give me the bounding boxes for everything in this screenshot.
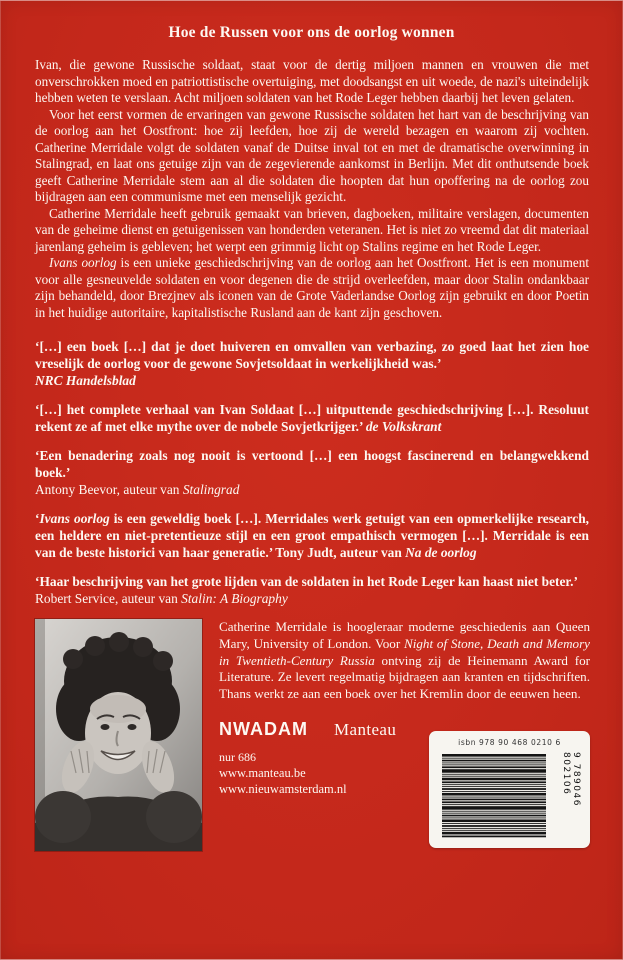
press-quote: ‘[…] het complete verhaal van Ivan Soldaat […] uitputtende geschiedschrijving […]. Resoluut rekent ze af met elke mythe over de nobele Sovjetkrijger.’ de Volkskrant — [35, 402, 589, 434]
press-quote: ‘Haar beschrijving van het grote lijden van de soldaten in het Rode Leger kan haast niet beter.’ Robert Service, auteur van Stalin: A Biography — [35, 574, 578, 606]
publisher-url-nieuwamsterdam: www.nieuwamsterdam.nl — [219, 781, 347, 796]
press-quote: ‘Ivans oorlog is een geweldig boek […]. Merridales werk getuigt van een opmerkelijke research, een heldere en niet-pretentieuze stijl en een groot empathisch vermogen […]. Merridale is een van de beste historici van haar generatie.’ Tony Judt, auteur van Na de oorlog — [35, 511, 589, 560]
body-paragraph: Voor het eerst vormen de ervaringen van gewone Russische soldaten het hart van de beschrijving van de oorlog aan het Oostfront: hoe zij leefden, hoe zij de wereld bezagen en waarom zij vochten. Catherine Merridale volgt de soldaten vanaf de Duitse inval tot en met de dramatische overwinning in Stalingrad, en laat ons getuige zijn van de zegevierende aankomst in Berlijn. Met dit onthutsende boek geeft Catherine Merridale stem aan al die soldaten die hoopten dat hun opoffering na de oorlog zou bijdragen aan een communisme met een menselijk gezicht. — [35, 106, 589, 204]
press-quotes-block — [35, 338, 589, 607]
press-quote: ‘Een benadering zoals nog nooit is vertoond […] een hoogst fascinerend en belangwekkend boek.’ Antony Beevor, auteur van Stalingrad — [35, 448, 589, 497]
isbn-text: isbn 978 90 468 0210 6 — [458, 738, 561, 747]
nur-code: nur 686 — [219, 749, 256, 764]
barcode-panel — [429, 731, 590, 848]
body-paragraph: Ivans oorlog is een unieke geschiedschrijving van de oorlog aan het Oostfront. Het is een monument voor alle gesneuvelde soldaten en voor degenen die de strijd overleefden, maar door Stalin ondankbaar zijn behandeld, door Brezjnev als iconen van de Grote Vaderlandse Oorlog zijn gebruikt en door Poetin in het huidige autoritaire, kapitalistische Rusland aan de kant zijn geschoven. — [35, 255, 589, 320]
body-paragraph: Catherine Merridale heeft gebruik gemaakt van brieven, dagboeken, militaire verslagen, documenten van de geheime dienst en getuigenissen van honderden veteranen. Het is niet zo vreemd dat dit materiaal jarenlang geheim is gebleven; het werpt een grimmig licht op Stalins regime en het Rode Leger. — [35, 205, 589, 254]
body-text-block — [35, 57, 589, 321]
nieuw-amsterdam-logo: NWADAM — [219, 718, 308, 739]
author-section — [35, 619, 590, 851]
author-bio: Catherine Merridale is hoogleraar moderne geschiedenis aan Queen Mary, University of London. Voor Night of Stone, Death and Memory in Twentieth-Century Russia ontving zij de Heinemann Award for Literature. Ze levert regelmatig bijdragen aan kranten en tijdschriften. Thans werkt ze aan een boek over het Kremlin door de eeuwen heen. — [219, 619, 590, 702]
author-portrait-image — [35, 619, 202, 851]
author-photo — [35, 619, 202, 851]
body-paragraph: Ivan, die gewone Russische soldaat, staat voor de dertig miljoen mannen en vrouwen die met onverschrokken moed en patriottistische overtuiging, met doodsangst en uit woede, de nazi's uiteindelijk hebben weten te verslaan. Acht miljoen soldaten van het Rode Leger hebben daarbij het leven gelaten. — [35, 57, 589, 105]
cover-title: Hoe de Russen voor ons de oorlog wonnen — [168, 24, 455, 41]
manteau-logo: Manteau — [334, 719, 397, 739]
press-quote: ‘[…] een boek […] dat je doet huiveren en omvallen van verbazing, zo goed laat het zien hoe vreselijk de oorlog voor de gewone Sovjetsoldaat in werkelijkheid was.’ NRC Handelsblad — [35, 339, 589, 388]
barcode-number: 9 789046 802106 — [561, 752, 581, 807]
author-info-column — [219, 619, 590, 851]
barcode-image — [442, 754, 546, 838]
publisher-url-manteau: www.manteau.be — [219, 765, 306, 780]
